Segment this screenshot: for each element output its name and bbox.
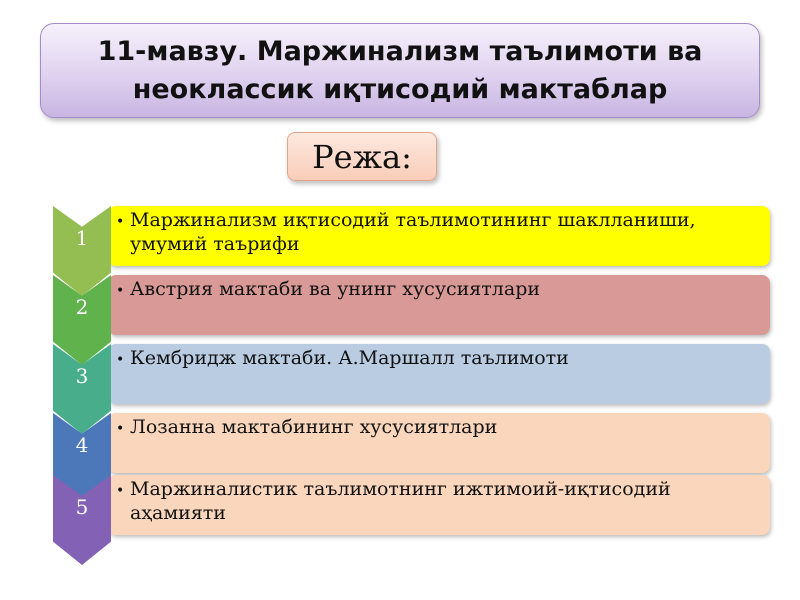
plan-item-4 [53,413,770,473]
bullet-icon: • [116,421,125,437]
plan-item-text-4-line-1: Лозанна мактабининг хусусиятлари [130,416,498,438]
plan-item-bar-4 [108,413,770,473]
plan-item-text-3-line-1: Кембридж мактаби. А.Маршалл таълимоти [130,347,569,369]
plan-item-2 [53,275,770,335]
chevron-number-4: 4 [75,433,89,457]
plan-item-text-1-line-1: Маржинализм иқтисодий таълимотининг шаклланиши, [130,209,696,231]
bullet-icon: • [116,483,125,499]
plan-item-text-1-line-2: умумий таърифи [130,233,300,255]
bullet-icon: • [116,352,125,368]
slide-title-line-2: неоклассик иқтисодий мактаблар [132,73,668,105]
plan-item-bar-5 [108,475,770,535]
slide-title [40,23,760,118]
plan-item-bar-2 [108,275,770,335]
chevron-number-1: 1 [75,226,89,250]
plan-item-text-5-line-2: аҳамияти [130,502,226,524]
slide-title-line-1: 11-мавзу. Маржинализм таълимоти ва [97,35,703,67]
plan-item-5 [53,475,770,535]
chevron-number-5: 5 [75,495,89,519]
plan-item-3 [53,344,770,404]
plan-item-1 [53,206,770,266]
bullet-icon: • [116,214,125,230]
slide-subtitle-text: Режа: [312,137,412,176]
plan-item-text-2-line-1: Австрия мактаби ва унинг хусусиятлари [130,278,541,300]
slide-subtitle [287,132,437,181]
chevron-number-2: 2 [75,295,89,319]
plan-item-bar-1 [108,206,770,266]
chevron-number-3: 3 [75,364,89,388]
plan-item-text-5-line-1: Маржиналистик таълимотнинг ижтимоий-иқтисодий [130,478,671,500]
bullet-icon: • [116,283,125,299]
plan-item-bar-3 [108,344,770,404]
